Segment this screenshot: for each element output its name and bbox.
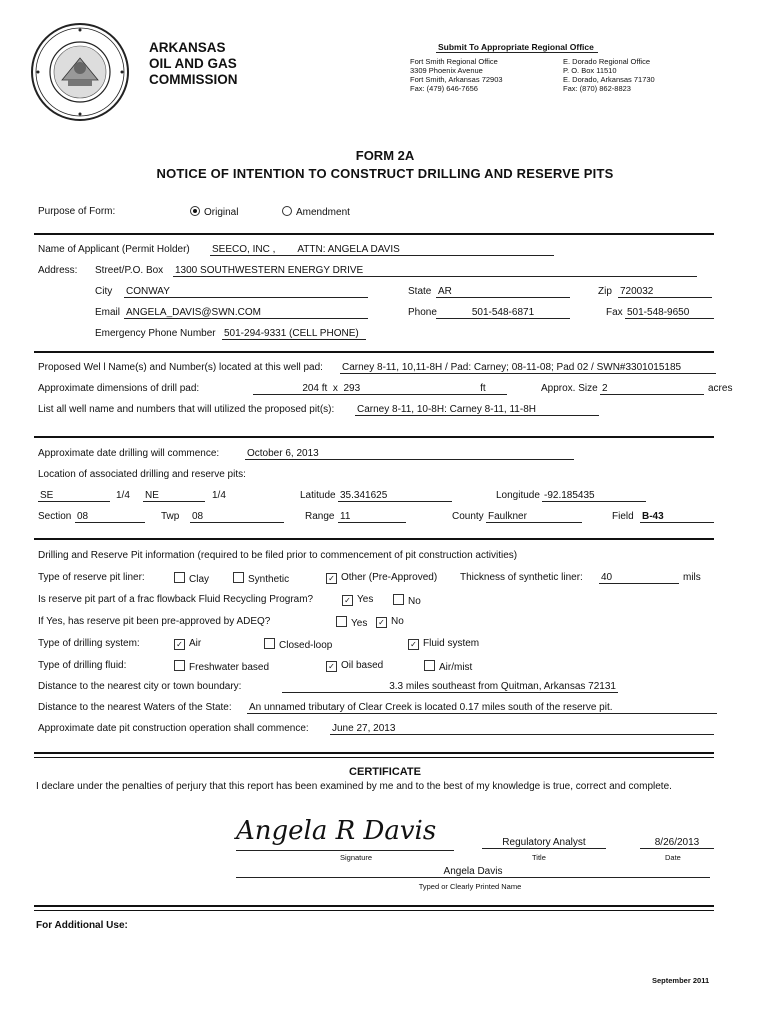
state-field[interactable]: AR [436, 286, 570, 298]
well-names-field[interactable]: Carney 8-11, 10,11-8H / Pad: Carney; 08-11-08; Pad 02 / SWN#3301015185 [340, 362, 716, 374]
date-field[interactable]: 8/26/2013 [640, 837, 714, 849]
amendment-radio[interactable] [282, 206, 292, 216]
closed-loop-checkbox[interactable] [264, 638, 275, 649]
emergency-label: Emergency Phone Number [95, 328, 216, 339]
fax-label: Fax [606, 307, 623, 318]
divider [34, 233, 714, 235]
field-label: Field [612, 511, 634, 522]
frac-label: Is reserve pit part of a frac flowback Fluid Recycling Program? [38, 594, 314, 605]
pit-date-field[interactable]: June 27, 2013 [330, 723, 714, 735]
quarter1-unit: 1/4 [116, 490, 130, 501]
frac-no-checkbox[interactable] [393, 594, 404, 605]
certificate-heading: CERTIFICATE [349, 766, 421, 778]
liner-other[interactable]: ✓ Other (Pre-Approved) [326, 572, 437, 584]
airmist-checkbox[interactable] [424, 660, 435, 671]
zip-field[interactable]: 720032 [618, 286, 712, 298]
range-field[interactable]: 11 [338, 511, 406, 523]
drill-date-label: Approximate date drilling will commence: [38, 448, 220, 459]
original-radio[interactable] [190, 206, 200, 216]
section-label: Section [38, 511, 72, 522]
submit-to: Submit To Appropriate Regional Office [436, 42, 598, 53]
well-list-field[interactable]: Carney 8-11, 10-8H: Carney 8-11, 11-8H [355, 404, 599, 416]
drill-date-field[interactable]: October 6, 2013 [245, 448, 574, 460]
signature-line [236, 850, 454, 851]
quarter2-unit: 1/4 [212, 490, 226, 501]
latitude-label: Latitude [300, 490, 336, 501]
thickness-field[interactable]: 40 [599, 572, 679, 584]
pit-location-label: Location of associated drilling and reserve pits: [38, 469, 246, 480]
liner-synthetic[interactable]: Synthetic [233, 572, 289, 585]
range-label: Range [305, 511, 335, 522]
city-distance-field[interactable]: 3.3 miles southeast from Quitman, Arkansas 72131 [282, 681, 618, 693]
quarter1-field[interactable]: SE [38, 490, 110, 502]
frac-yes[interactable]: ✓ Yes [342, 594, 373, 606]
signature-label: Signature [340, 853, 373, 862]
fluid-freshwater[interactable]: Freshwater based [174, 660, 269, 673]
township-label: Twp [161, 511, 180, 522]
latitude-field[interactable]: 35.341625 [338, 490, 452, 502]
longitude-field[interactable]: -92.185435 [542, 490, 646, 502]
fluid-airmist[interactable]: Air/mist [424, 660, 472, 673]
longitude-label: Longitude [496, 490, 540, 501]
certificate-statement: I declare under the penalties of perjury that this report has been examined by me and to the best of my knowledge is true, correct and complete. [36, 781, 672, 792]
field-field[interactable]: B-43 [640, 511, 714, 523]
purpose-label: Purpose of Form: [38, 206, 116, 217]
frac-no[interactable]: No [393, 594, 421, 607]
org-line3: COMMISSION [149, 72, 238, 87]
acres-label: acres [708, 383, 733, 394]
freshwater-checkbox[interactable] [174, 660, 185, 671]
section-field[interactable]: 08 [75, 511, 145, 523]
water-distance-field[interactable]: An unnamed tributary of Clear Creek is located 0.17 miles south of the reserve pit. [247, 702, 717, 714]
mils-label: mils [683, 572, 701, 583]
quarter2-field[interactable]: NE [143, 490, 205, 502]
phone-field[interactable]: 501-548-6871 [436, 307, 570, 319]
form-subtitle: NOTICE OF INTENTION TO CONSTRUCT DRILLING AND RESERVE PITS [156, 166, 614, 181]
county-field[interactable]: Faulkner [486, 511, 582, 523]
adeq-yes-checkbox[interactable] [336, 616, 347, 627]
city-label: City [95, 286, 113, 297]
drill-system-label: Type of drilling system: [38, 638, 140, 649]
office-fort-smith: Fort Smith Regional Office 3309 Phoenix Avenue Fort Smith, Arkansas 72903 Fax: (479) 646-7656 [410, 57, 503, 93]
oil-based-checkbox[interactable]: ✓ [326, 661, 337, 672]
adeq-no-checkbox[interactable]: ✓ [376, 617, 387, 628]
adeq-yes[interactable]: Yes [336, 616, 367, 629]
well-names-label: Proposed Wel l Name(s) and Number(s) located at this well pad: [38, 362, 323, 373]
email-label: Email [95, 307, 121, 318]
zip-label: Zip [598, 286, 612, 297]
date-label: Date [665, 853, 681, 862]
divider [34, 351, 714, 353]
water-distance-label: Distance to the nearest Waters of the State: [38, 702, 232, 713]
divider [34, 752, 714, 758]
street-label: Street/P.O. Box [95, 265, 164, 276]
divider [34, 538, 714, 540]
applicant-name-label: Name of Applicant (Permit Holder) [38, 244, 190, 255]
county-label: County [452, 511, 484, 522]
revision-date: September 2011 [652, 976, 710, 985]
drill-fluid-label: Type of drilling fluid: [38, 660, 127, 671]
emergency-field[interactable]: 501-294-9331 (CELL PHONE) [222, 328, 366, 340]
seal-icon [30, 22, 130, 122]
printed-name-field[interactable]: Angela Davis [236, 866, 710, 878]
well-list-label: List all well name and numbers that will utilized the proposed pit(s): [38, 404, 335, 415]
org-name [149, 40, 238, 88]
divider [34, 905, 714, 911]
form-title: FORM 2A [355, 148, 415, 163]
frac-yes-checkbox[interactable]: ✓ [342, 595, 353, 606]
dims-field[interactable]: 204 ft x 293 ft [253, 383, 507, 395]
thickness-label: Thickness of synthetic liner: [460, 572, 583, 583]
state-seal [30, 22, 130, 122]
address-label: Address: [38, 265, 78, 276]
liner-label: Type of reserve pit liner: [38, 572, 145, 583]
size-field[interactable]: 2 [600, 383, 704, 395]
applicant-name-field[interactable]: SEECO, INC , ATTN: ANGELA DAVIS [210, 244, 554, 256]
other-checkbox[interactable]: ✓ [326, 573, 337, 584]
purpose-amendment[interactable]: Amendment [282, 206, 350, 218]
additional-use-label: For Additional Use: [36, 920, 128, 931]
title-field[interactable]: Regulatory Analyst [482, 837, 606, 849]
township-field[interactable]: 08 [190, 511, 284, 523]
printed-name-label: Typed or Clearly Printed Name [418, 882, 522, 891]
city-field[interactable]: CONWAY [124, 286, 368, 298]
org-line1: ARKANSAS [149, 40, 226, 55]
clay-checkbox[interactable] [174, 572, 185, 583]
system-closed-loop[interactable]: Closed-loop [264, 638, 332, 651]
size-label: Approx. Size [541, 383, 598, 394]
fax-field[interactable]: 501-548-9650 [625, 307, 714, 319]
adeq-no[interactable]: ✓ No [376, 616, 404, 628]
air-checkbox[interactable]: ✓ [174, 639, 185, 650]
synthetic-checkbox[interactable] [233, 572, 244, 583]
divider [34, 436, 714, 438]
pit-date-label: Approximate date pit construction operation shall commence: [38, 723, 309, 734]
signature-image: Angela R Davis [236, 816, 437, 846]
fluid-oil[interactable]: ✓ Oil based [326, 660, 383, 672]
email-field[interactable]: ANGELA_DAVIS@SWN.COM [124, 307, 368, 319]
liner-clay[interactable]: Clay [174, 572, 209, 585]
city-distance-label: Distance to the nearest city or town boundary: [38, 681, 242, 692]
phone-label: Phone [408, 307, 437, 318]
adeq-label: If Yes, has reserve pit been pre-approved by ADEQ? [38, 616, 271, 627]
title-label: Title [532, 853, 546, 862]
dims-label: Approximate dimensions of drill pad: [38, 383, 200, 394]
office-el-dorado: E. Dorado Regional Office P. O. Box 11510 E. Dorado, Arkansas 71730 Fax: (870) 862-8823 [563, 57, 655, 93]
purpose-original[interactable]: Original [190, 206, 238, 218]
org-line2: OIL AND GAS [149, 56, 237, 71]
street-field[interactable]: 1300 SOUTHWESTERN ENERGY DRIVE [173, 265, 697, 277]
pit-info-heading: Drilling and Reserve Pit information (required to be filed prior to commencement of pit construction activities) [38, 550, 518, 561]
system-air[interactable]: ✓ Air [174, 638, 201, 650]
state-label: State [408, 286, 432, 297]
fluid-system-checkbox[interactable]: ✓ [408, 639, 419, 650]
system-fluid[interactable]: ✓ Fluid system [408, 638, 479, 650]
